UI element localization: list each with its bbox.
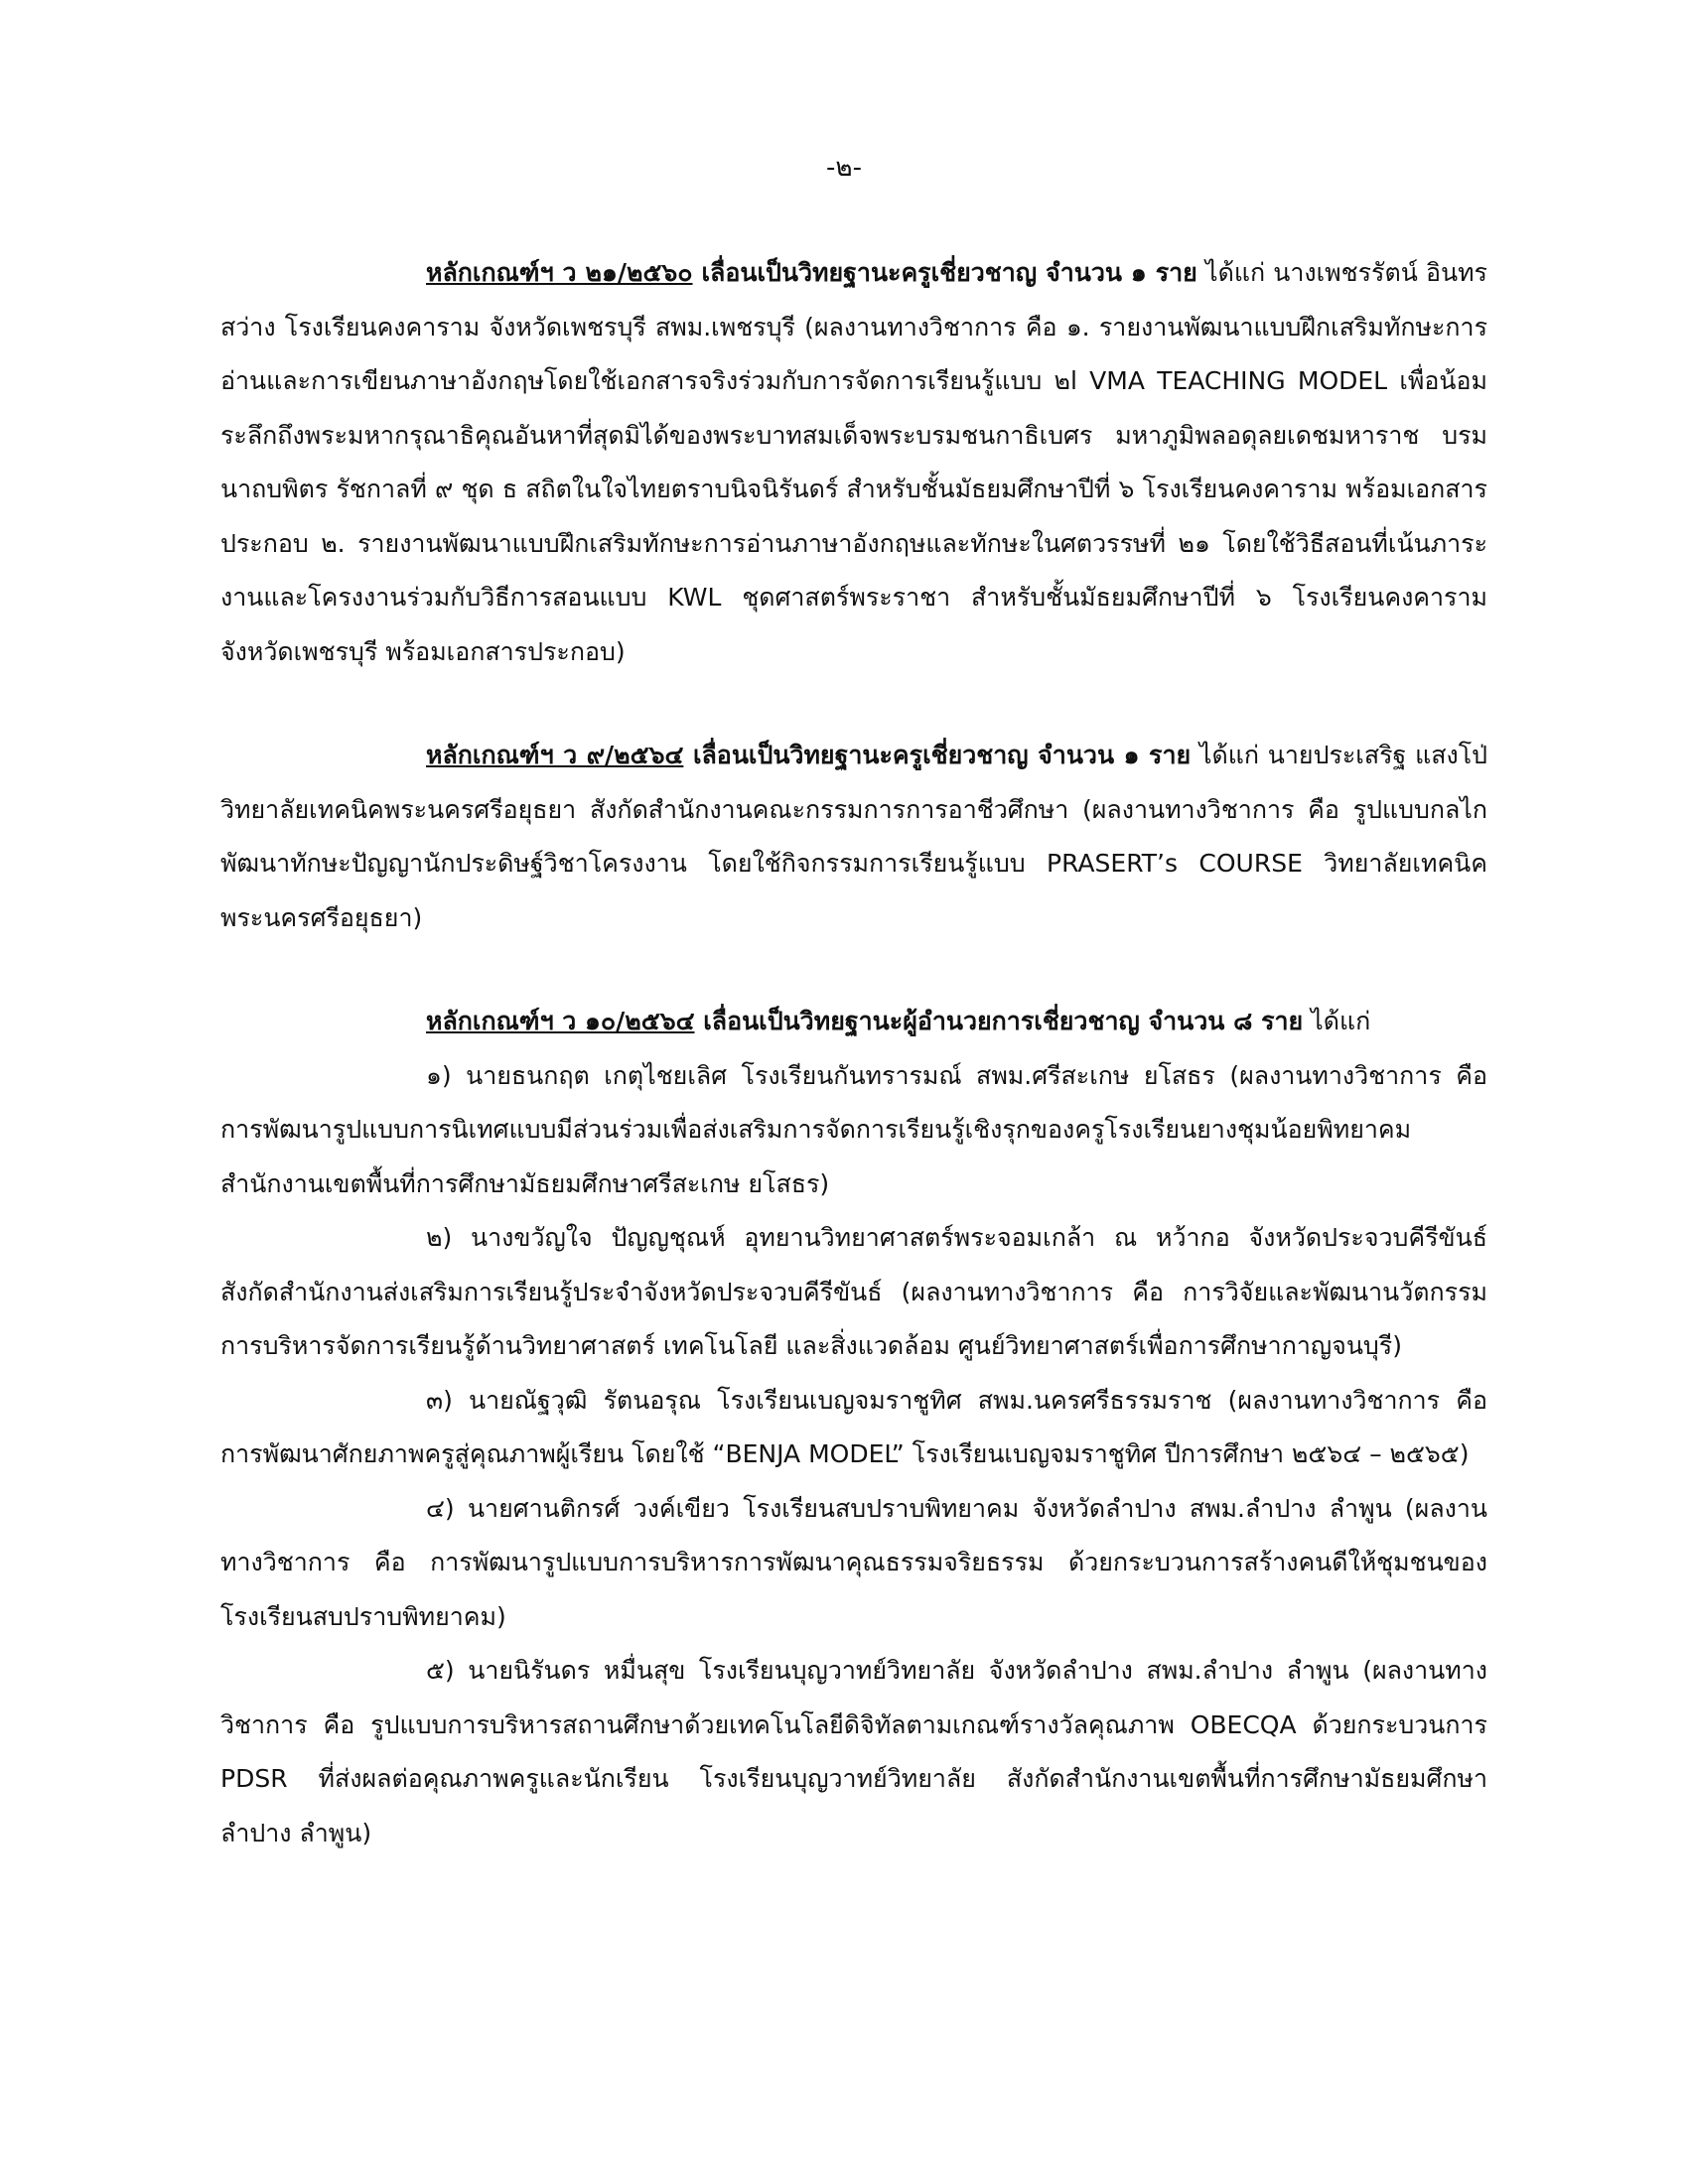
section-1-paragraph [220,246,1487,679]
section-2-body: นายประเสริฐ แสงโป่ วิทยาลัยเทคนิคพระนครศรีอยุธยา สังกัดสำนักงานคณะกรรมการการอาชีวศึกษา (ผลงานทางวิชาการ คือ รูปแบบกลไกพัฒนาทักษะปัญญานักประดิษฐ์วิชาโครงงาน โดยใช้กิจกรรมการเรียนรู้แบบ PRASERT’s COURSE วิทยาลัยเทคนิคพระนครศรีอยุธยา) [220,741,1487,932]
list-item: ๕) นายนิรันดร หมื่นสุข โรงเรียนบุญวาทย์วิทยาลัย จังหวัดลำปาง สพม.ลำปาง ลำพูน (ผลงานทางวิชาการ คือ รูปแบบการบริหารสถานศึกษาด้วยเทคโนโลยีดิจิทัลตามเกณฑ์รางวัลคุณภาพ OBECQA ด้วยกระบวนการ PDSR ที่ส่งผลต่อคุณภาพครูและนักเรียน โรงเรียนบุญวาทย์วิทยาลัย สังกัดสำนักงานเขตพื้นที่การศึกษามัธยมศึกษาลำปาง ลำพูน) [220,1656,1487,1847]
section-2-tail: ได้แก่ [1191,741,1259,769]
section-1-tail: ได้แก่ [1196,258,1266,287]
list-item: ๓) นายณัฐวุฒิ รัตนอรุณ โรงเรียนเบญจมราชูทิศ สพม.นครศรีธรรมราช (ผลงานทางวิชาการ คือ การพัฒนาศักยภาพครูสู่คุณภาพผู้เรียน โดยใช้ “BENJA MODEL” โรงเรียนเบญจมราชูทิศ ปีการศึกษา ๒๕๖๔ – ๒๕๖๕) [220,1385,1487,1468]
section-3-criteria: หลักเกณฑ์ฯ ว ๑๐/๒๕๖๔ [426,1007,695,1035]
section-3-heading-line [220,995,1487,1049]
section-3-tail: ได้แก่ [1303,1007,1371,1035]
section-1-body: นางเพชรรัตน์ อินทรสว่าง โรงเรียนคงคาราม จังหวัดเพชรบุรี สพม.เพชรบุรี (ผลงานทางวิชาการ คือ ๑. รายงานพัฒนาแบบฝึกเสริมทักษะการอ่านและการเขียนภาษาอังกฤษโดยใช้เอกสารจริงร่วมกับการจัดการเรียนรู้แบบ ๒l VMA TEACHING MODEL เพื่อน้อมระลึกถึงพระมหากรุณาธิคุณอันหาที่สุดมิได้ของพระบาทสมเด็จพระบรมชนกาธิเบศร มหาภูมิพลอดุลยเดชมหาราช บรมนาถบพิตร รัชกาลที่ ๙ ชุด ธ สถิตในใจไทยตราบนิจนิรันดร์ สำหรับชั้นมัธยมศึกษาปีที่ ๖ โรงเรียนคงคาราม พร้อมเอกสารประกอบ ๒. รายงานพัฒนาแบบฝึกเสริมทักษะการอ่านภาษาอังกฤษและทักษะในศตวรรษที่ ๒๑ โดยใช้วิธีสอนที่เน้นภาระงานและโครงงานร่วมกับวิธีการสอนแบบ KWL ชุดศาสตร์พระราชา สำหรับชั้นมัธยมศึกษาปีที่ ๖ โรงเรียนคงคาราม จังหวัดเพชรบุรี พร้อมเอกสารประกอบ) [220,258,1487,666]
list-item: ๔) นายศานติกรศ์ วงค์เขียว โรงเรียนสบปราบพิทยาคม จังหวัดลำปาง สพม.ลำปาง ลำพูน (ผลงานทางวิชาการ คือ การพัฒนารูปแบบการบริหารการพัฒนาคุณธรรมจริยธรรม ด้วยกระบวนการสร้างคนดีให้ชุมชนของโรงเรียนสบปราบพิทยาคม) [220,1493,1487,1631]
section-1-heading: เลื่อนเป็นวิทยฐานะครูเชี่ยวชาญ จำนวน ๑ ราย [692,258,1197,287]
page-number: -๒- [826,153,862,183]
section-1-criteria: หลักเกณฑ์ฯ ว ๒๑/๒๕๖๐ [426,258,693,287]
section-2-criteria: หลักเกณฑ์ฯ ว ๙/๒๕๖๔ [426,741,684,769]
list-item: ๒) นางขวัญใจ ปัญญชุณห์ อุทยานวิทยาศาสตร์พระจอมเกล้า ณ หว้ากอ จังหวัดประจวบคีรีขันธ์ สังกัดสำนักงานส่งเสริมการเรียนรู้ประจำจังหวัดประจวบคีรีขันธ์ (ผลงานทางวิชาการ คือ การวิจัยและพัฒนานวัตกรรมการบริหารจัดการเรียนรู้ด้านวิทยาศาสตร์ เทคโนโลยี และสิ่งแวดล้อม ศูนย์วิทยาศาสตร์เพื่อการศึกษากาญจนบุรี) [220,1223,1487,1360]
section-2-heading: เลื่อนเป็นวิทยฐานะครูเชี่ยวชาญ จำนวน ๑ ราย [683,741,1192,769]
document-body [220,246,1487,1860]
section-2-paragraph [220,729,1487,945]
section-3-heading: เลื่อนเป็นวิทยฐานะผู้อำนวยการเชี่ยวชาญ จำนวน ๘ ราย [694,1007,1304,1035]
list-item: ๑) นายธนกฤต เกตุไชยเลิศ โรงเรียนกันทรารมณ์ สพม.ศรีสะเกษ ยโสธร (ผลงานทางวิชาการ คือ การพัฒนารูปแบบการนิเทศแบบมีส่วนร่วมเพื่อส่งเสริมการจัดการเรียนรู้เชิงรุกของครูโรงเรียนยางชุมน้อยพิทยาคม สำนักงานเขตพื้นที่การศึกษามัธยมศึกษาศรีสะเกษ ยโสธร) [220,1060,1487,1198]
